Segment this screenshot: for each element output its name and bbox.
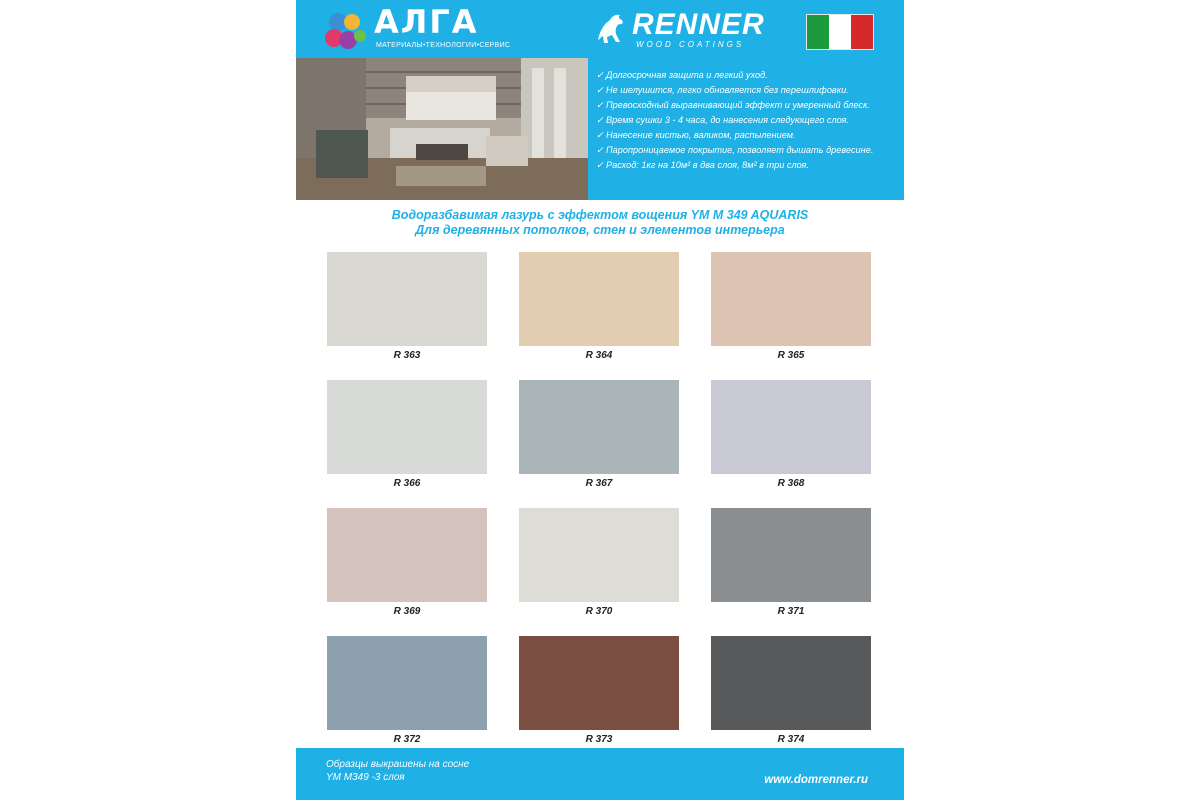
color-swatch [327,380,487,489]
header-bar [296,0,904,58]
feature-item: ✓ Время сушки 3 - 4 часа, до нанесения следующего слоя. [596,115,850,125]
color-swatch [327,252,487,361]
renner-logo-text: RENNER [632,8,765,41]
feature-list [596,70,896,175]
horse-icon [592,10,630,48]
renner-subtitle: WOOD COATINGS [636,40,745,49]
swatch-code: R 368 [777,478,805,489]
check-icon: ✓ [596,145,604,155]
swatch-code: R 369 [393,606,421,617]
swatch-chip [519,252,679,346]
swatch-chip [711,252,871,346]
color-swatch [711,252,871,361]
alga-logo-text: АЛГА [374,3,479,41]
sample-note-line-1: Образцы выкрашены на сосне [326,759,470,770]
color-swatch [519,252,679,361]
feature-item: ✓ Расход: 1кг на 10м² в два слоя, 8м² в три слоя. [596,160,810,170]
swatch-code: R 374 [777,734,805,745]
check-icon: ✓ [596,70,604,80]
check-icon: ✓ [596,160,604,170]
swatch-chip [327,508,487,602]
swatch-code: R 364 [585,350,613,361]
color-swatch [711,380,871,489]
swatch-chip [711,380,871,474]
interior-photo [296,58,588,200]
swatch-chip [327,636,487,730]
feature-item: ✓ Долгосрочная защита и легкий уход. [596,70,768,80]
swatch-chip [519,380,679,474]
swatch-chip [327,380,487,474]
title-line-2: Для деревянных потолков, стен и элементов интерьера [415,223,785,237]
feature-item: ✓ Превосходный выравнивающий эффект и умеренный блеск. [596,100,870,110]
swatch-code: R 366 [393,478,421,489]
footer-bar [296,748,904,800]
check-icon: ✓ [596,130,604,140]
swatch-code: R 363 [393,350,421,361]
swatch-code: R 373 [585,734,613,745]
swatch-code: R 371 [777,606,805,617]
alga-tagline: МАТЕРИАЛЫ•ТЕХНОЛОГИИ•СЕРВИС [376,42,511,49]
color-swatch [327,636,487,745]
alga-logo-icon [324,10,368,52]
swatch-chip [519,508,679,602]
check-icon: ✓ [596,115,604,125]
swatch-chip [711,636,871,730]
website-link[interactable]: www.domrenner.ru [764,774,868,786]
swatch-code: R 372 [393,734,421,745]
feature-item: ✓ Не шелушится, легко обновляется без перешлифовки. [596,85,849,95]
color-swatch [711,636,871,745]
swatch-code: R 365 [777,350,805,361]
swatch-chip [711,508,871,602]
swatch-chip [519,636,679,730]
title-line-1: Водоразбавимая лазурь с эффектом вощения YM M 349 AQUARIS [391,208,809,222]
swatch-code: R 370 [585,606,613,617]
color-swatch [327,508,487,617]
swatch-chip [327,252,487,346]
color-swatch [519,380,679,489]
feature-band [296,58,904,200]
check-icon: ✓ [596,100,604,110]
check-icon: ✓ [596,85,604,95]
swatch-grid [296,252,904,748]
sample-note-line-2: YM M349 -3 слоя [326,772,405,783]
italy-flag-icon [806,14,874,50]
color-swatch [519,636,679,745]
color-swatch [711,508,871,617]
catalog-sheet [296,0,904,800]
sample-note [326,758,469,784]
swatch-code: R 367 [585,478,613,489]
color-swatch [519,508,679,617]
product-title [296,208,904,238]
feature-item: ✓ Нанесение кистью, валиком, распылением. [596,130,796,140]
feature-item: ✓ Паропроницаемое покрытие, позволяет дышать древесине. [596,145,874,155]
